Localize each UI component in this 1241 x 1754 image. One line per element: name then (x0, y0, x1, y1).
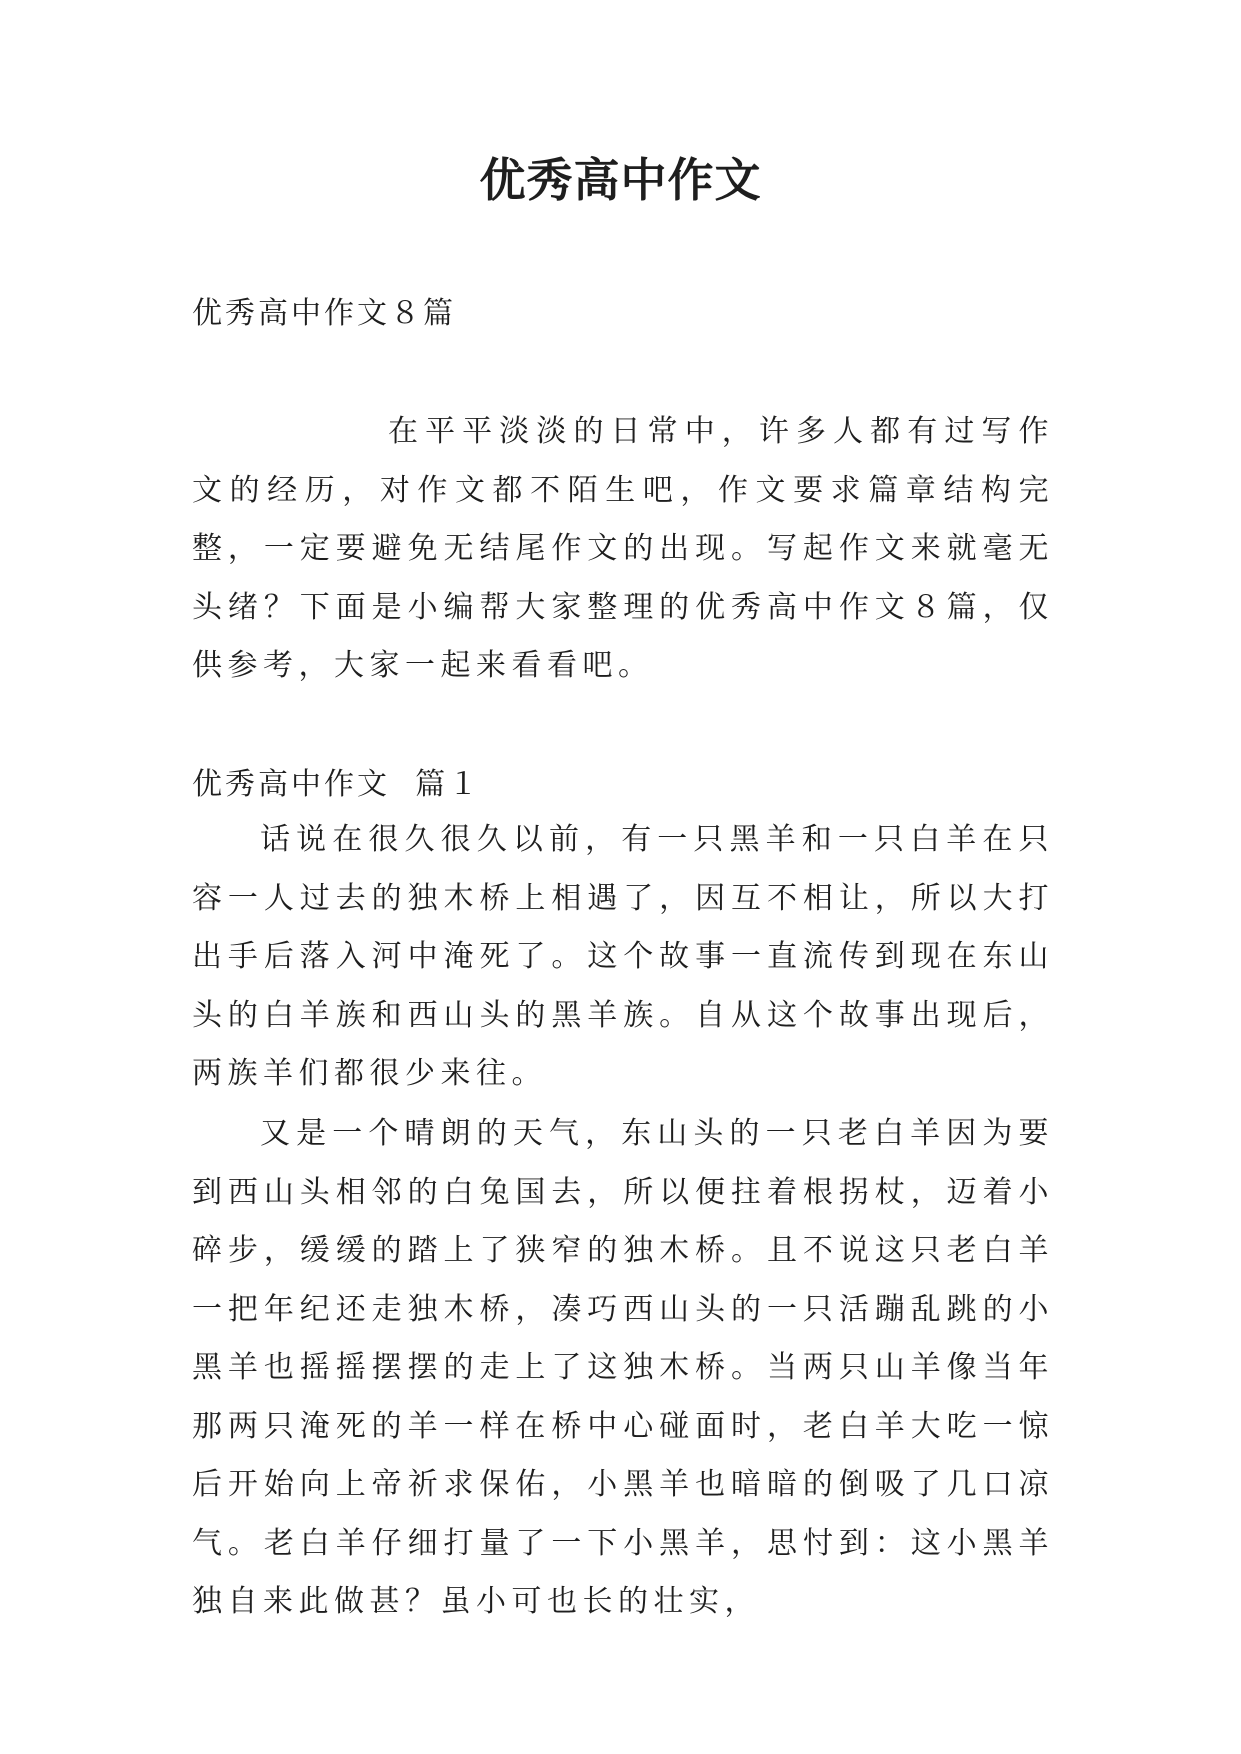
section-paragraph-1: 话说在很久很久以前，有一只黑羊和一只白羊在只容一人过去的独木桥上相遇了，因互不相让，所以大打出手后落入河中淹死了。这个故事一直流传到现在东山头的白羊族和西山头的黑羊族。自从这个故事出现后，两族羊们都很少来往。 (192, 822, 1054, 1091)
document-subtitle: 优秀高中作文８篇 (192, 296, 456, 331)
section-heading: 优秀高中作文 篇１ (192, 767, 482, 802)
section-paragraph-2: 又是一个晴朗的天气，东山头的一只老白羊因为要到西山头相邻的白兔国去，所以便拄着根拐杖，迈着小碎步，缓缓的踏上了狭窄的独木桥。且不说这只老白羊一把年纪还走独木桥，凑巧西山头的一只活蹦乱跳的小黑羊也摇摇摆摆的走上了这独木桥。当两只山羊像当年那两只淹死的羊一样在桥中心碰面时，老白羊大吃一惊后开始向上帝祈求保佑，小黑羊也暗暗的倒吸了几口凉气。老白羊仔细打量了一下小黑羊，思忖到：这小黑羊独自来此做甚？虽小可也长的壮实， (192, 1116, 1054, 1619)
intro-paragraph: 在平平淡淡的日常中，许多人都有过写作文的经历，对作文都不陌生吧，作文要求篇章结构完整，一定要避免无结尾作文的出现。写起作文来就毫无头绪？下面是小编帮大家整理的优秀高中作文８篇，仅供参考，大家一起来看看吧。 (192, 414, 1054, 683)
document-title: 优秀高中作文 (479, 153, 762, 207)
